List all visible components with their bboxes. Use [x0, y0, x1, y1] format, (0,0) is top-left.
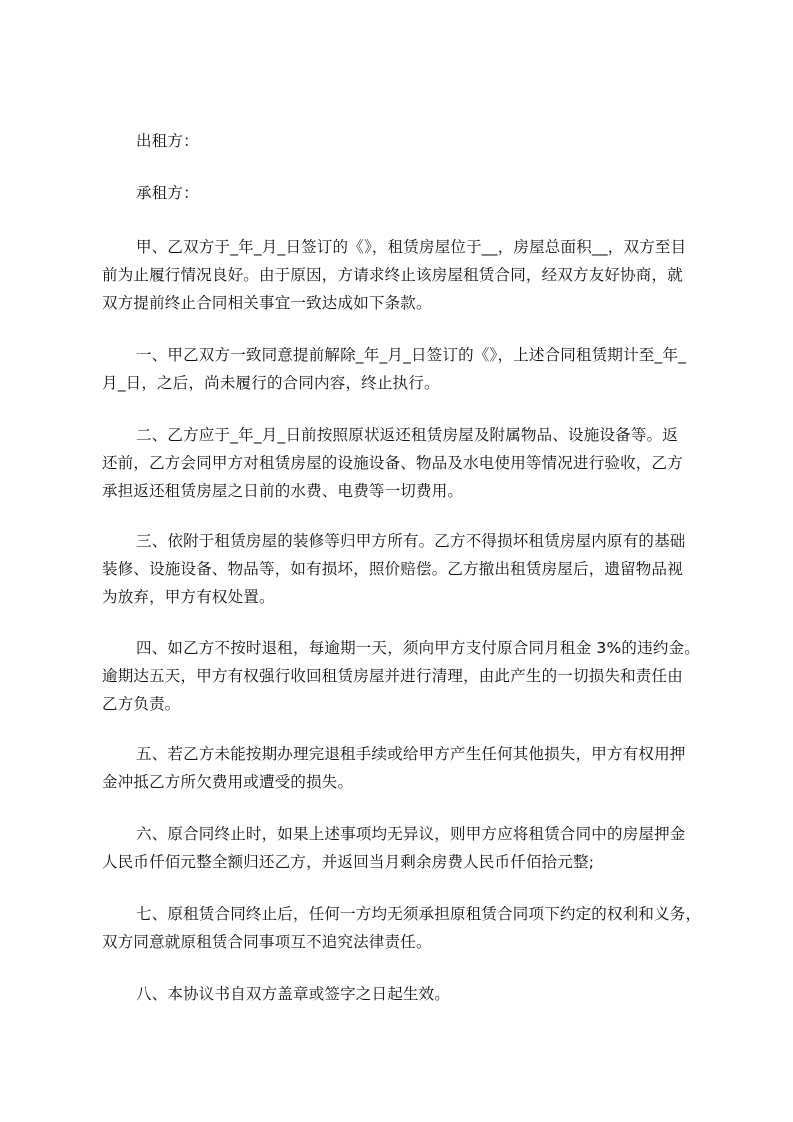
clause-8-line-1: 八、本协议书自双方盖章或签字之日起生效。 [136, 985, 451, 1003]
lessee-label: 承租方： [136, 184, 199, 202]
intro-line-3: 双方提前终止合同相关事宜一致达成如下条款。 [102, 294, 432, 312]
clause-2-line-1: 二、乙方应于_年_月_日前按照原状返还租赁房屋及附属物品、设施设备等。返 [136, 426, 678, 444]
clause-2-line-2: 还前，乙方会同甲方对租赁房屋的设施设备、物品及水电使用等情况进行验收，乙方 [102, 454, 683, 472]
clause-6-line-1: 六、原合同终止时，如果上述事项均无异议，则甲方应将租赁合同中的房屋押金 [136, 825, 686, 843]
clause-1-line-1: 一、甲乙双方一致同意提前解除_年_月_日签订的《》，上述合同租赁期计至_年_ [136, 346, 687, 364]
clause-4-line-1: 四、如乙方不按时退租，每逾期一天，须向甲方支付原合同月租金 3%的违约金。 [136, 639, 700, 657]
intro-line-1: 甲、乙双方于_年_月_日签订的《》，租赁房屋位于__，房屋总面积__，双方至目 [136, 238, 687, 256]
clause-7-line-1: 七、原租赁合同终止后，任何一方均无须承担原租赁合同项下约定的权利和义务， [136, 905, 702, 923]
clause-3-line-3: 为放弃，甲方有权处置。 [102, 588, 275, 606]
clause-6-line-2: 人民币仟佰元整全额归还乙方，并返回当月剩余房费人民币仟佰拾元整; [102, 853, 595, 871]
clause-7-line-2: 双方同意就原租赁合同事项互不追究法律责任。 [102, 933, 432, 951]
lessor-label: 出租方： [136, 132, 199, 150]
clause-4-line-3: 乙方负责。 [102, 695, 181, 713]
clause-2-line-3: 承担返还租赁房屋之日前的水费、电费等一切费用。 [102, 482, 464, 500]
intro-line-2: 前为止履行情况良好。由于原因，方请求终止该房屋租赁合同，经双方友好协商，就 [102, 266, 683, 284]
clause-3-line-1: 三、依附于租赁房屋的装修等归甲方所有。乙方不得损坏租赁房屋内原有的基础 [136, 532, 686, 550]
clause-5-line-1: 五、若乙方未能按期办理完退租手续或给甲方产生任何其他损失，甲方有权用押 [136, 745, 686, 763]
clause-1-line-2: 月_日，之后，尚未履行的合同内容，终止执行。 [102, 374, 440, 392]
clause-5-line-2: 金冲抵乙方所欠费用或遭受的损失。 [102, 773, 354, 791]
clause-3-line-2: 装修、设施设备、物品等，如有损坏，照价赔偿。乙方撤出租赁房屋后，遗留物品视 [102, 560, 683, 578]
clause-4-line-2: 逾期达五天，甲方有权强行收回租赁房屋并进行清理，由此产生的一切损失和责任由 [102, 667, 683, 685]
